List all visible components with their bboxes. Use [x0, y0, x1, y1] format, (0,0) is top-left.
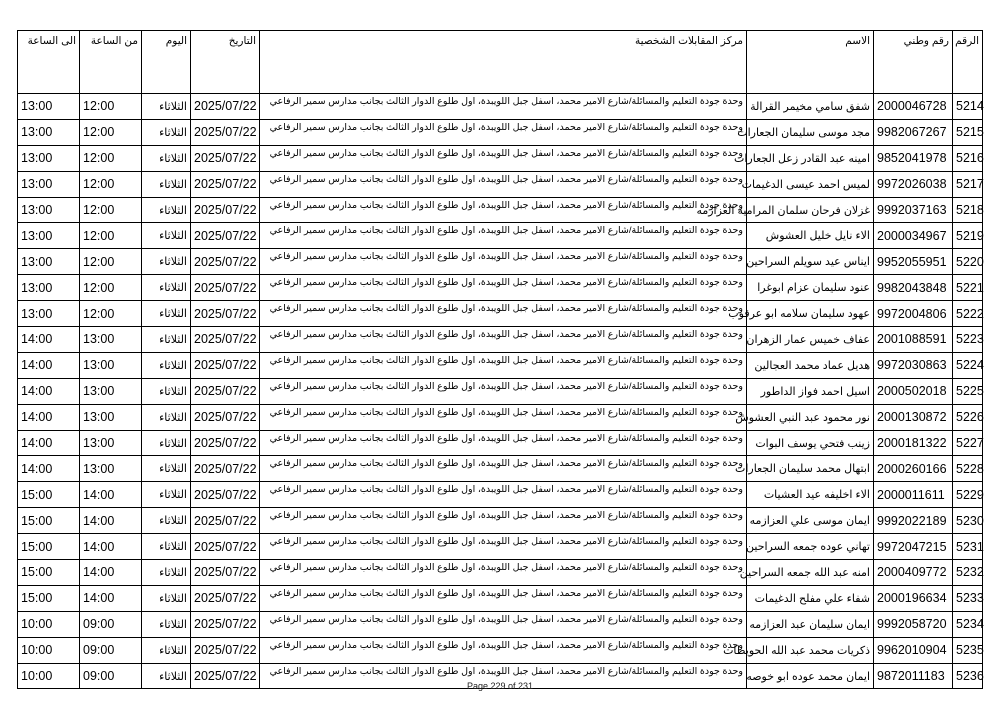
- cell-num: 5215: [953, 119, 983, 145]
- cell-date: 2025/07/22: [191, 430, 260, 456]
- cell-to: 10:00: [18, 611, 80, 637]
- cell-from: 09:00: [80, 637, 142, 663]
- cell-to: 14:00: [18, 404, 80, 430]
- table-row: [18, 404, 983, 430]
- cell-national-id: 9852041978: [874, 145, 953, 171]
- cell-national-id: 2000034967: [874, 223, 953, 249]
- cell-day: الثلاثاء: [142, 301, 191, 327]
- cell-to: 10:00: [18, 637, 80, 663]
- cell-day: الثلاثاء: [142, 352, 191, 378]
- cell-national-id: 2000130872: [874, 404, 953, 430]
- cell-from: 13:00: [80, 352, 142, 378]
- cell-national-id: 9992058720: [874, 611, 953, 637]
- cell-national-id: 2000011611: [874, 482, 953, 508]
- cell-national-id: 9982043848: [874, 275, 953, 301]
- cell-day: الثلاثاء: [142, 197, 191, 223]
- header-day: اليوم: [142, 31, 191, 94]
- cell-national-id: 9972026038: [874, 171, 953, 197]
- table-row: [18, 145, 983, 171]
- table-row: [18, 378, 983, 404]
- cell-national-id: 9952055951: [874, 249, 953, 275]
- table-row: [18, 508, 983, 534]
- cell-day: الثلاثاء: [142, 145, 191, 171]
- cell-num: 5227: [953, 430, 983, 456]
- cell-date: 2025/07/22: [191, 145, 260, 171]
- table-row: [18, 275, 983, 301]
- header-from: من الساعة: [80, 31, 142, 94]
- cell-day: الثلاثاء: [142, 327, 191, 353]
- cell-national-id: 9992037163: [874, 197, 953, 223]
- cell-date: 2025/07/22: [191, 534, 260, 560]
- table-row: [18, 560, 983, 586]
- cell-num: 5234: [953, 611, 983, 637]
- cell-name: ابتهال محمد سليمان الجعارات: [747, 456, 874, 482]
- cell-num: 5226: [953, 404, 983, 430]
- cell-date: 2025/07/22: [191, 249, 260, 275]
- cell-name: غزلان فرحان سلمان المرامية العزازمه: [747, 197, 874, 223]
- cell-day: الثلاثاء: [142, 560, 191, 586]
- cell-to: 13:00: [18, 301, 80, 327]
- cell-date: 2025/07/22: [191, 560, 260, 586]
- cell-date: 2025/07/22: [191, 378, 260, 404]
- cell-name: شفق سامي مخيمر القرالة: [747, 94, 874, 120]
- cell-national-id: 2000181322: [874, 430, 953, 456]
- cell-from: 14:00: [80, 585, 142, 611]
- cell-to: 10:00: [18, 663, 80, 689]
- cell-center: وحدة جودة التعليم والمسائلة/شارع الامير محمد، اسفل جبل اللويبدة، اول طلوع الدوار الثالث بجانب مدارس سمير الرفاعي: [260, 508, 747, 534]
- cell-from: 14:00: [80, 534, 142, 560]
- cell-national-id: 9982067267: [874, 119, 953, 145]
- cell-to: 14:00: [18, 456, 80, 482]
- cell-from: 13:00: [80, 456, 142, 482]
- cell-name: نور محمود عبد النبي العشوش: [747, 404, 874, 430]
- cell-to: 15:00: [18, 585, 80, 611]
- cell-national-id: 2000409772: [874, 560, 953, 586]
- cell-to: 14:00: [18, 430, 80, 456]
- cell-num: 5229: [953, 482, 983, 508]
- table-row: [18, 94, 983, 120]
- cell-from: 12:00: [80, 275, 142, 301]
- cell-from: 12:00: [80, 197, 142, 223]
- cell-date: 2025/07/22: [191, 119, 260, 145]
- cell-day: الثلاثاء: [142, 585, 191, 611]
- cell-date: 2025/07/22: [191, 223, 260, 249]
- cell-name: الاء نايل خليل العشوش: [747, 223, 874, 249]
- cell-to: 15:00: [18, 534, 80, 560]
- cell-date: 2025/07/22: [191, 482, 260, 508]
- cell-name: ايمان موسى علي العزازمه: [747, 508, 874, 534]
- cell-from: 12:00: [80, 119, 142, 145]
- cell-center: وحدة جودة التعليم والمسائلة/شارع الامير محمد، اسفل جبل اللويبدة، اول طلوع الدوار الثالث بجانب مدارس سمير الرفاعي: [260, 94, 747, 120]
- cell-center: وحدة جودة التعليم والمسائلة/شارع الامير محمد، اسفل جبل اللويبدة، اول طلوع الدوار الثالث بجانب مدارس سمير الرفاعي: [260, 327, 747, 353]
- cell-date: 2025/07/22: [191, 197, 260, 223]
- cell-to: 13:00: [18, 171, 80, 197]
- cell-num: 5236: [953, 663, 983, 689]
- cell-name: عفاف خميس عمار الزهران: [747, 327, 874, 353]
- table-row: [18, 637, 983, 663]
- header-national-id: رقم وطني: [874, 31, 953, 94]
- cell-name: لميس احمد عيسى الدغيمات: [747, 171, 874, 197]
- cell-num: 5235: [953, 637, 983, 663]
- header-row: [18, 31, 983, 94]
- cell-date: 2025/07/22: [191, 611, 260, 637]
- cell-to: 15:00: [18, 560, 80, 586]
- cell-to: 13:00: [18, 145, 80, 171]
- cell-from: 14:00: [80, 560, 142, 586]
- table-row: [18, 430, 983, 456]
- cell-center: وحدة جودة التعليم والمسائلة/شارع الامير محمد، اسفل جبل اللويبدة، اول طلوع الدوار الثالث بجانب مدارس سمير الرفاعي: [260, 301, 747, 327]
- cell-num: 5230: [953, 508, 983, 534]
- cell-name: ذكريات محمد عبد الله الحويطات: [747, 637, 874, 663]
- cell-from: 13:00: [80, 404, 142, 430]
- cell-national-id: 9962010904: [874, 637, 953, 663]
- cell-day: الثلاثاء: [142, 482, 191, 508]
- cell-center: وحدة جودة التعليم والمسائلة/شارع الامير محمد، اسفل جبل اللويبدة، اول طلوع الدوار الثالث بجانب مدارس سمير الرفاعي: [260, 534, 747, 560]
- cell-from: 12:00: [80, 223, 142, 249]
- cell-to: 13:00: [18, 249, 80, 275]
- header-to: الى الساعة: [18, 31, 80, 94]
- interview-schedule-table: [17, 30, 983, 689]
- cell-national-id: 2000046728: [874, 94, 953, 120]
- cell-num: 5225: [953, 378, 983, 404]
- cell-from: 14:00: [80, 482, 142, 508]
- cell-from: 12:00: [80, 249, 142, 275]
- cell-center: وحدة جودة التعليم والمسائلة/شارع الامير محمد، اسفل جبل اللويبدة، اول طلوع الدوار الثالث بجانب مدارس سمير الرفاعي: [260, 145, 747, 171]
- cell-date: 2025/07/22: [191, 585, 260, 611]
- cell-day: الثلاثاء: [142, 456, 191, 482]
- table-row: [18, 119, 983, 145]
- cell-num: 5222: [953, 301, 983, 327]
- table-row: [18, 327, 983, 353]
- cell-name: عهود سليمان سلامه ابو عرقوب: [747, 301, 874, 327]
- table-row: [18, 611, 983, 637]
- cell-national-id: 9872011183: [874, 663, 953, 689]
- cell-center: وحدة جودة التعليم والمسائلة/شارع الامير محمد، اسفل جبل اللويبدة، اول طلوع الدوار الثالث بجانب مدارس سمير الرفاعي: [260, 430, 747, 456]
- table-row: [18, 585, 983, 611]
- table-row: [18, 197, 983, 223]
- cell-day: الثلاثاء: [142, 378, 191, 404]
- cell-to: 14:00: [18, 378, 80, 404]
- cell-center: وحدة جودة التعليم والمسائلة/شارع الامير محمد، اسفل جبل اللويبدة، اول طلوع الدوار الثالث بجانب مدارس سمير الرفاعي: [260, 197, 747, 223]
- cell-national-id: 2000260166: [874, 456, 953, 482]
- cell-date: 2025/07/22: [191, 171, 260, 197]
- cell-num: 5221: [953, 275, 983, 301]
- cell-to: 14:00: [18, 352, 80, 378]
- cell-name: مجد موسى سليمان الجعارات: [747, 119, 874, 145]
- cell-center: وحدة جودة التعليم والمسائلة/شارع الامير محمد، اسفل جبل اللويبدة، اول طلوع الدوار الثالث بجانب مدارس سمير الرفاعي: [260, 585, 747, 611]
- cell-num: 5231: [953, 534, 983, 560]
- cell-day: الثلاثاء: [142, 508, 191, 534]
- page-footer: Page 229 of 231: [466, 681, 534, 691]
- cell-name: ايمان محمد عوده ابو خوصه: [747, 663, 874, 689]
- cell-to: 15:00: [18, 508, 80, 534]
- cell-date: 2025/07/22: [191, 508, 260, 534]
- cell-from: 09:00: [80, 663, 142, 689]
- cell-center: وحدة جودة التعليم والمسائلة/شارع الامير محمد، اسفل جبل اللويبدة، اول طلوع الدوار الثالث بجانب مدارس سمير الرفاعي: [260, 275, 747, 301]
- cell-date: 2025/07/22: [191, 94, 260, 120]
- table-row: [18, 249, 983, 275]
- cell-day: الثلاثاء: [142, 171, 191, 197]
- table-row: [18, 482, 983, 508]
- cell-num: 5214: [953, 94, 983, 120]
- cell-num: 5223: [953, 327, 983, 353]
- cell-date: 2025/07/22: [191, 404, 260, 430]
- cell-num: 5216: [953, 145, 983, 171]
- cell-num: 5233: [953, 585, 983, 611]
- cell-name: الاء اخليفه عيد العشيات: [747, 482, 874, 508]
- cell-date: 2025/07/22: [191, 301, 260, 327]
- cell-national-id: 9972004806: [874, 301, 953, 327]
- table-row: [18, 171, 983, 197]
- cell-center: وحدة جودة التعليم والمسائلة/شارع الامير محمد، اسفل جبل اللويبدة، اول طلوع الدوار الثالث بجانب مدارس سمير الرفاعي: [260, 637, 747, 663]
- cell-to: 13:00: [18, 197, 80, 223]
- cell-from: 13:00: [80, 378, 142, 404]
- cell-date: 2025/07/22: [191, 275, 260, 301]
- cell-num: 5218: [953, 197, 983, 223]
- cell-date: 2025/07/22: [191, 456, 260, 482]
- cell-num: 5217: [953, 171, 983, 197]
- cell-to: 14:00: [18, 327, 80, 353]
- cell-day: الثلاثاء: [142, 94, 191, 120]
- cell-name: زينب فتحي يوسف البوات: [747, 430, 874, 456]
- cell-name: شفاء علي مفلح الدغيمات: [747, 585, 874, 611]
- table-row: [18, 301, 983, 327]
- header-num: الرقم: [953, 31, 983, 94]
- cell-national-id: 9992022189: [874, 508, 953, 534]
- cell-name: هديل عماد محمد العجالين: [747, 352, 874, 378]
- cell-from: 13:00: [80, 430, 142, 456]
- cell-day: الثلاثاء: [142, 119, 191, 145]
- cell-date: 2025/07/22: [191, 663, 260, 689]
- cell-name: اسيل احمد فواز الداطور: [747, 378, 874, 404]
- cell-center: وحدة جودة التعليم والمسائلة/شارع الامير محمد، اسفل جبل اللويبدة، اول طلوع الدوار الثالث بجانب مدارس سمير الرفاعي: [260, 223, 747, 249]
- cell-to: 13:00: [18, 275, 80, 301]
- cell-num: 5220: [953, 249, 983, 275]
- cell-from: 13:00: [80, 327, 142, 353]
- cell-num: 5219: [953, 223, 983, 249]
- cell-national-id: 2000502018: [874, 378, 953, 404]
- cell-name: امنه عبد الله جمعه السراحين: [747, 560, 874, 586]
- cell-from: 12:00: [80, 94, 142, 120]
- cell-date: 2025/07/22: [191, 327, 260, 353]
- cell-num: 5228: [953, 456, 983, 482]
- cell-day: الثلاثاء: [142, 637, 191, 663]
- cell-from: 14:00: [80, 508, 142, 534]
- cell-day: الثلاثاء: [142, 663, 191, 689]
- cell-name: ايناس عيد سويلم السراحين: [747, 249, 874, 275]
- cell-num: 5232: [953, 560, 983, 586]
- cell-center: وحدة جودة التعليم والمسائلة/شارع الامير محمد، اسفل جبل اللويبدة، اول طلوع الدوار الثالث بجانب مدارس سمير الرفاعي: [260, 611, 747, 637]
- cell-national-id: 9972047215: [874, 534, 953, 560]
- cell-center: وحدة جودة التعليم والمسائلة/شارع الامير محمد، اسفل جبل اللويبدة، اول طلوع الدوار الثالث بجانب مدارس سمير الرفاعي: [260, 456, 747, 482]
- cell-day: الثلاثاء: [142, 430, 191, 456]
- cell-center: وحدة جودة التعليم والمسائلة/شارع الامير محمد، اسفل جبل اللويبدة، اول طلوع الدوار الثالث بجانب مدارس سمير الرفاعي: [260, 249, 747, 275]
- cell-from: 12:00: [80, 171, 142, 197]
- cell-day: الثلاثاء: [142, 404, 191, 430]
- cell-date: 2025/07/22: [191, 352, 260, 378]
- schedule-sheet: [17, 30, 982, 689]
- cell-national-id: 9972030863: [874, 352, 953, 378]
- table-row: [18, 223, 983, 249]
- cell-center: وحدة جودة التعليم والمسائلة/شارع الامير محمد، اسفل جبل اللويبدة، اول طلوع الدوار الثالث بجانب مدارس سمير الرفاعي: [260, 404, 747, 430]
- table-row: [18, 352, 983, 378]
- cell-center: وحدة جودة التعليم والمسائلة/شارع الامير محمد، اسفل جبل اللويبدة، اول طلوع الدوار الثالث بجانب مدارس سمير الرفاعي: [260, 378, 747, 404]
- cell-name: ايمان سليمان عبد العزازمه: [747, 611, 874, 637]
- table-body: [18, 94, 983, 689]
- cell-center: وحدة جودة التعليم والمسائلة/شارع الامير محمد، اسفل جبل اللويبدة، اول طلوع الدوار الثالث بجانب مدارس سمير الرفاعي: [260, 171, 747, 197]
- cell-to: 13:00: [18, 223, 80, 249]
- header-name: الاسم: [747, 31, 874, 94]
- cell-day: الثلاثاء: [142, 223, 191, 249]
- cell-day: الثلاثاء: [142, 275, 191, 301]
- cell-day: الثلاثاء: [142, 534, 191, 560]
- cell-from: 12:00: [80, 301, 142, 327]
- cell-to: 15:00: [18, 482, 80, 508]
- cell-from: 12:00: [80, 145, 142, 171]
- cell-center: وحدة جودة التعليم والمسائلة/شارع الامير محمد، اسفل جبل اللويبدة، اول طلوع الدوار الثالث بجانب مدارس سمير الرفاعي: [260, 663, 747, 689]
- cell-date: 2025/07/22: [191, 637, 260, 663]
- cell-center: وحدة جودة التعليم والمسائلة/شارع الامير محمد، اسفل جبل اللويبدة، اول طلوع الدوار الثالث بجانب مدارس سمير الرفاعي: [260, 119, 747, 145]
- cell-to: 13:00: [18, 119, 80, 145]
- cell-center: وحدة جودة التعليم والمسائلة/شارع الامير محمد، اسفل جبل اللويبدة، اول طلوع الدوار الثالث بجانب مدارس سمير الرفاعي: [260, 560, 747, 586]
- cell-from: 09:00: [80, 611, 142, 637]
- cell-to: 13:00: [18, 94, 80, 120]
- cell-national-id: 2000196634: [874, 585, 953, 611]
- cell-national-id: 2001088591: [874, 327, 953, 353]
- header-center: مركز المقابلات الشخصية: [260, 31, 747, 94]
- cell-num: 5224: [953, 352, 983, 378]
- cell-center: وحدة جودة التعليم والمسائلة/شارع الامير محمد، اسفل جبل اللويبدة، اول طلوع الدوار الثالث بجانب مدارس سمير الرفاعي: [260, 352, 747, 378]
- header-date: التاريخ: [191, 31, 260, 94]
- cell-day: الثلاثاء: [142, 611, 191, 637]
- table-row: [18, 456, 983, 482]
- table-row: [18, 534, 983, 560]
- cell-center: وحدة جودة التعليم والمسائلة/شارع الامير محمد، اسفل جبل اللويبدة، اول طلوع الدوار الثالث بجانب مدارس سمير الرفاعي: [260, 482, 747, 508]
- cell-day: الثلاثاء: [142, 249, 191, 275]
- cell-name: امينه عبد القادر زعل الجعارات: [747, 145, 874, 171]
- cell-name: عنود سليمان عزام ابوغرا: [747, 275, 874, 301]
- cell-name: تهاني عوده جمعه السراحين: [747, 534, 874, 560]
